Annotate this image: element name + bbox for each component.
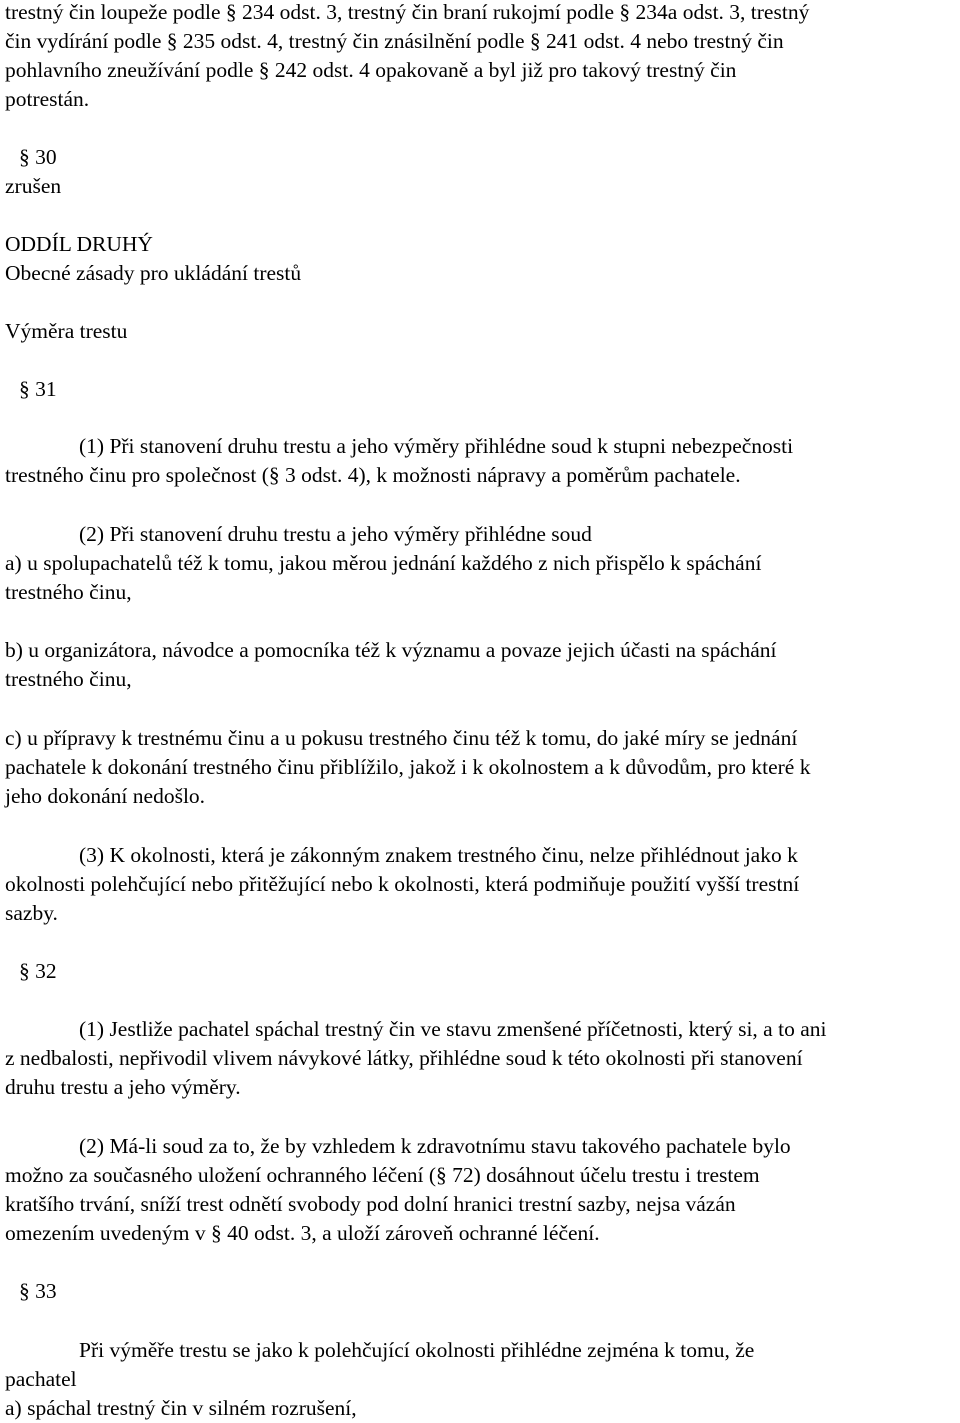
text-line: trestného činu, — [5, 667, 132, 691]
section-status: zrušen — [5, 174, 62, 198]
part-header — [5, 230, 955, 288]
text-line: sazby. — [5, 901, 58, 925]
section-30 — [5, 143, 955, 201]
section-heading: § 33 — [19, 1279, 57, 1303]
text-line: a) u spolupachatelů též k tomu, jakou měrou jednání každého z nich přispělo k spáchání — [5, 551, 762, 575]
s33-intro — [5, 1336, 955, 1423]
section-title-text: Výměra trestu — [5, 319, 128, 343]
text-line: pachatele k dokonání trestného činu přiblížilo, jakož i k okolnostem a k důvodům, pro které k — [5, 755, 811, 779]
text-line: pohlavního zneužívání podle § 242 odst. 4 opakovaně a byl již pro takový trestný čin — [5, 58, 737, 82]
section-31-heading — [5, 375, 955, 404]
text-line: Při výměře trestu se jako k polehčující okolnosti přihlédne zejména k tomu, že — [79, 1338, 755, 1362]
text-line: a) spáchal trestný čin v silném rozrušení, — [5, 1396, 357, 1420]
section-32-heading — [5, 957, 955, 986]
text-line: z nedbalosti, nepřivodil vlivem návykové látky, přihlédne soud k této okolnosti při stanovení — [5, 1046, 803, 1070]
text-line: možno za současného uložení ochranného léčení (§ 72) dosáhnout účelu trestu i trestem — [5, 1163, 760, 1187]
s31-paragraph-2 — [5, 520, 955, 607]
section-33-heading — [5, 1277, 955, 1306]
text-line: (2) Má-li soud za to, že by vzhledem k zdravotnímu stavu takového pachatele bylo — [79, 1134, 791, 1158]
text-line: druhu trestu a jeho výměry. — [5, 1075, 241, 1099]
part-title: ODDÍL DRUHÝ — [5, 232, 153, 256]
s31-paragraph-3 — [5, 841, 955, 928]
text-line: (2) Při stanovení druhu trestu a jeho výměry přihlédne soud — [79, 522, 592, 546]
s31-item-b — [5, 636, 955, 694]
section-title — [5, 317, 955, 346]
text-line: c) u přípravy k trestnému činu a u pokusu trestného činu též k tomu, do jaké míry se jednání — [5, 726, 798, 750]
text-line: čin vydírání podle § 235 odst. 4, trestný čin znásilnění podle § 241 odst. 4 nebo trestný čin — [5, 29, 784, 53]
continued-paragraph — [5, 0, 955, 114]
part-subtitle: Obecné zásady pro ukládání trestů — [5, 261, 302, 285]
s32-paragraph-1 — [5, 1015, 955, 1102]
text-line: b) u organizátora, návodce a pomocníka též k významu a povaze jejich účasti na spáchání — [5, 638, 777, 662]
section-heading: § 32 — [19, 959, 57, 983]
text-line: (1) Při stanovení druhu trestu a jeho výměry přihlédne soud k stupni nebezpečnosti — [79, 434, 794, 458]
text-line: kratšího trvání, sníží trest odnětí svobody pod dolní hranici trestní sazby, nejsa vázán — [5, 1192, 736, 1216]
text-line: trestného činu pro společnost (§ 3 odst. 4), k možnosti nápravy a poměrům pachatele. — [5, 463, 741, 487]
text-line: potrestán. — [5, 87, 90, 111]
section-heading: § 31 — [19, 377, 57, 401]
s32-paragraph-2 — [5, 1132, 955, 1248]
text-line: trestného činu, — [5, 580, 132, 604]
text-line: okolnosti polehčující nebo přitěžující nebo k okolnosti, která podmiňuje použití vyšší trestní — [5, 872, 800, 896]
text-line: pachatel — [5, 1367, 77, 1391]
text-line: (1) Jestliže pachatel spáchal trestný čin ve stavu zmenšené příčetnosti, který si, a to ani — [79, 1017, 827, 1041]
section-heading: § 30 — [19, 145, 57, 169]
text-line: jeho dokonání nedošlo. — [5, 784, 206, 808]
text-line: omezením uvedeným v § 40 odst. 3, a uloží zároveň ochranné léčení. — [5, 1221, 600, 1245]
s31-paragraph-1 — [5, 432, 955, 490]
text-line: (3) K okolnosti, která je zákonným znakem trestného činu, nelze přihlédnout jako k — [79, 843, 798, 867]
text-line: trestný čin loupeže podle § 234 odst. 3, trestný čin braní rukojmí podle § 234a odst. 3, trestný — [5, 0, 810, 24]
s31-item-c — [5, 724, 955, 811]
